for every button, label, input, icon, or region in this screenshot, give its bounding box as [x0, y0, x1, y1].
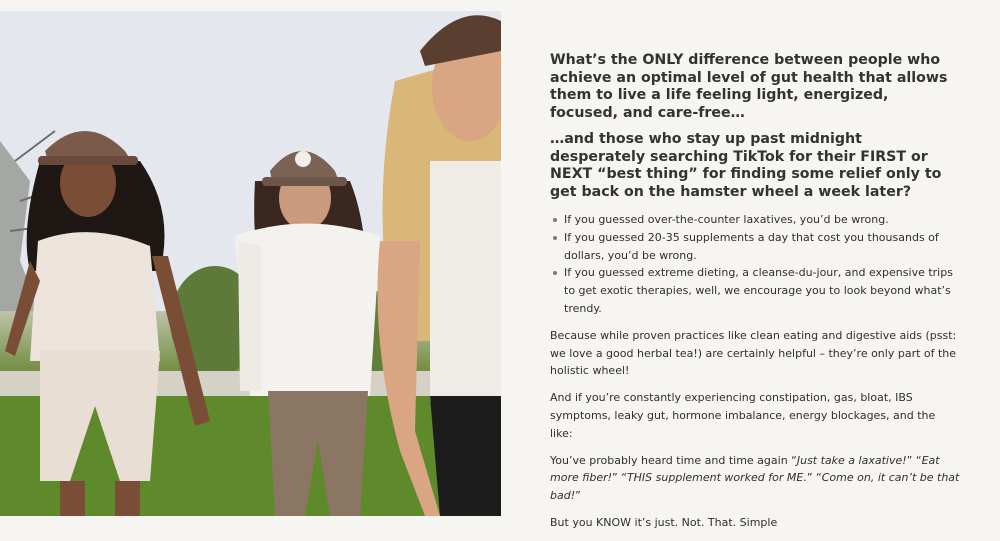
women-walking-illustration — [0, 11, 501, 516]
guess-list — [550, 211, 960, 318]
advice-quote: Eat more fiber! — [550, 453, 940, 485]
paragraph-symptoms: And if you’re constantly experiencing constipation, gas, bloat, IBS symptoms, leaky gut, hormone imbalance, energy blockages, and the like: — [550, 391, 936, 440]
advice-separator: ” “ — [906, 453, 922, 467]
paragraph-advice — [550, 452, 960, 505]
list-item-text: If you guessed 20-35 supplements a day that cost you thousands of dollars, you’d be wrong. — [564, 230, 939, 262]
headline-contrast: …and those who stay up past midnight desperately searching TikTok for their FIRST or NEXT “best thing” for finding some relief only to get back on the hamster wheel a week later? — [550, 131, 942, 200]
article-copy — [550, 52, 960, 532]
hat-logo-icon — [295, 151, 311, 167]
headline-question: What’s the ONLY difference between people who achieve an optimal level of gut health that allows them to live a life feeling light, energized, focused, and care-free… — [550, 52, 948, 121]
advice-lead: You’ve probably heard time and time again “ — [550, 453, 797, 467]
advice-quote: Come on, it can’t be that bad! — [550, 471, 960, 503]
advice-quote: THIS supplement worked for ME. — [626, 471, 807, 485]
advice-quote: Just take a laxative! — [796, 453, 907, 467]
list-item — [564, 229, 960, 265]
advice-tail: ” — [575, 489, 581, 503]
list-item-text: If you guessed extreme dieting, a cleanse-du-jour, and expensive trips to get exotic therapies, well, we encourage you to look beyond what’s trendy. — [564, 266, 953, 315]
paragraph-closing: But you KNOW it’s just. Not. That. Simple — [550, 515, 778, 529]
list-item — [564, 264, 960, 317]
list-item — [564, 211, 960, 229]
hero-photo — [0, 11, 501, 516]
advice-separator: ” “ — [806, 471, 822, 485]
advice-separator: ” “ — [612, 471, 627, 485]
list-item-text: If you guessed over-the-counter laxatives, you’d be wrong. — [564, 213, 889, 226]
paragraph-holistic: Because while proven practices like clean eating and digestive aids (psst: we love a good herbal tea!) are certainly helpful – they’re only part of the holistic wheel! — [550, 328, 957, 378]
